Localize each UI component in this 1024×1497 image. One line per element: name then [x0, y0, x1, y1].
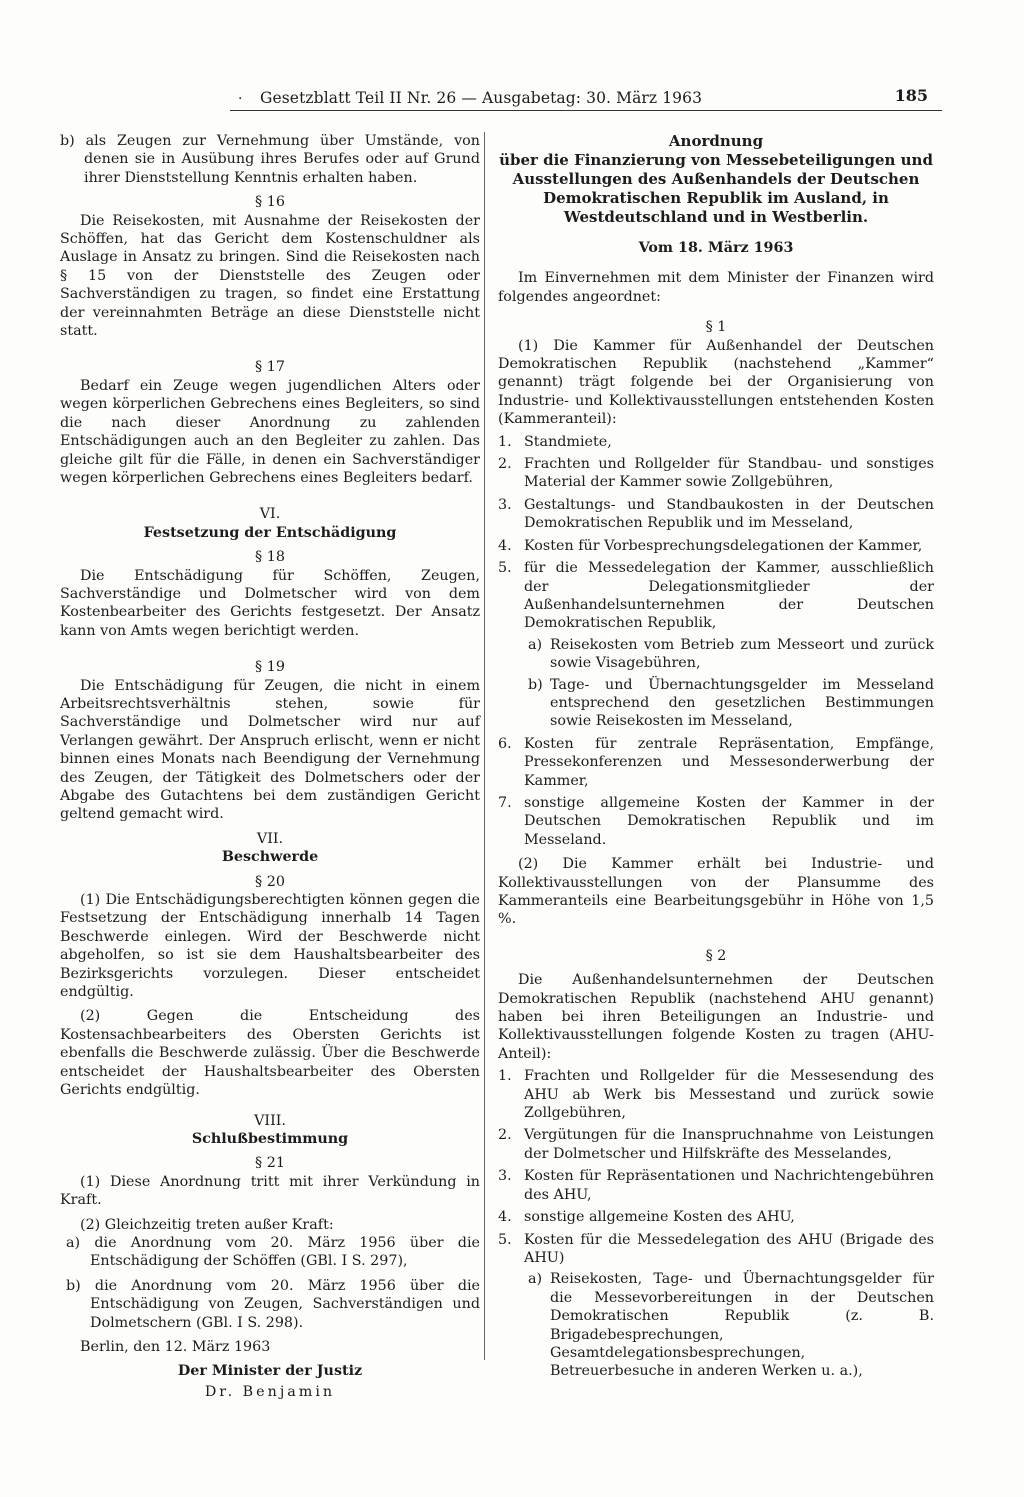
ordinance-subject: über die Finanzierung von Messebeteiligungen und Ausstellungen des Außenhandels der Deutschen Demokratischen Republik im Ausland, in Westdeutschland und in Westberlin.	[499, 151, 933, 226]
list-item-text: sonstige allgemeine Kosten der Kammer in der Deutschen Demokratischen Republik und im Messeland.	[524, 794, 934, 848]
column-divider	[484, 132, 485, 1360]
section-20-heading: § 20	[255, 873, 285, 890]
section-1-sublist	[524, 636, 934, 731]
section-2-heading: § 2	[705, 947, 727, 964]
sub-list-item-text: Reisekosten, Tage- und Übernachtungsgelder für die Messevorbereitungen in der Deutschen Demokratischen Republik (z. B. Brigadebesprechungen, Gesamtdelegationsbesprechungen, Betreuerbesuche in anderen Werken u. a.),	[550, 1271, 934, 1380]
sub-list-item-number: a)	[528, 1271, 543, 1288]
ordinance-heading: Anordnung	[668, 132, 764, 150]
header-bullet: ·	[238, 91, 243, 107]
sub-list-item-text: Tage- und Übernachtungsgelder im Messeland entsprechend den gesetzlichen Bestimmungen sowie Reisekosten im Messeland,	[550, 676, 934, 730]
list-item	[498, 1067, 934, 1122]
sub-list-item-text: Reisekosten vom Betrieb zum Messeort und zurück sowie Visagebühren,	[550, 636, 934, 672]
sub-list-item-number: a)	[528, 636, 543, 653]
list-item-text: Standmiete,	[524, 433, 612, 450]
list-item-text: für die Messedelegation der Kammer, ausschließlich der Delegationsmitglieder der Außenhandelsunternehmen der Deutschen Demokratischen Republik,	[524, 560, 934, 632]
part-viii-title: Schlußbestimmung	[191, 1130, 349, 1147]
list-item-text: sonstige allgemeine Kosten des AHU,	[524, 1209, 795, 1226]
section-17-heading: § 17	[255, 359, 285, 376]
section-2-list	[498, 1067, 934, 1267]
sub-list-item	[524, 676, 934, 731]
section-20-para-2: (2) Gegen die Entscheidung des Kostensachbearbeiters des Obersten Gerichts ist ebenfalls die Beschwerde zulässig. Über die Beschwerde entscheidet der Haushaltsbearbeiter des Obersten Gerichts endgültig.	[60, 1008, 480, 1099]
left-column	[60, 132, 480, 1401]
place-date: Berlin, den 12. März 1963	[80, 1338, 271, 1355]
section-18-text: Die Entschädigung für Schöffen, Zeugen, Sachverständige und Dolmetscher wird von dem Kostenbearbeiter des Gerichts festgesetzt. Der Ansatz kann von Amts wegen berichtigt werden.	[60, 567, 480, 639]
list-item-text: Kosten für Repräsentationen und Nachrichtengebühren des AHU,	[524, 1168, 934, 1203]
list-item-number: 6.	[498, 735, 512, 752]
section-17-text: Bedarf ein Zeuge wegen jugendlichen Alters oder wegen körperlichen Gebrechens eines Begleiters, so sind die nach dieser Anordnung zu zahlenden Entschädigungen auch an den Begleiter zu zahlen. Das gleiche gilt für die Fälle, in denen ein Sachverständiger wegen körperlichen Gebrechens eines Begleiters bedarf.	[60, 377, 480, 486]
list-item	[498, 1208, 934, 1226]
ordinance-intro: Im Einvernehmen mit dem Minister der Finanzen wird folgendes angeordnet:	[498, 270, 934, 305]
list-item	[498, 537, 934, 555]
part-vii-title: Beschwerde	[221, 849, 319, 866]
header-title: Gesetzblatt Teil II Nr. 26 — Ausgabetag: 30. März 1963	[260, 89, 703, 107]
part-vii-number: VII.	[256, 830, 284, 847]
section-21-item-b: b) die Anordnung vom 20. März 1956 über die Entschädigung von Zeugen, Sachverständigen und Dolmetschern (GBl. I S. 298).	[66, 1277, 480, 1331]
section-1-heading: § 1	[705, 319, 727, 336]
part-viii-number: VIII.	[254, 1112, 286, 1129]
list-item-number: 1.	[498, 1068, 512, 1085]
sub-list-item-number: b)	[528, 676, 543, 693]
list-item-text: Kosten für die Messedelegation des AHU (Brigade des AHU)	[524, 1231, 934, 1266]
list-item-number: 4.	[498, 1209, 512, 1226]
list-item-text: Kosten für zentrale Repräsentation, Empfänge, Pressekonferenzen und Messesonderwerbung der Kammer,	[524, 735, 934, 789]
list-item-number: 3.	[498, 496, 512, 513]
list-item-number: 4.	[498, 537, 512, 554]
sub-list-item	[524, 1270, 934, 1380]
section-1-para-2: (2) Die Kammer erhält bei Industrie- und Kollektivausstellungen von der Plansumme des Kammeranteils eine Bearbeitungsgebühr in Höhe von 1,5 %.	[498, 856, 934, 928]
page-number: 185	[894, 86, 928, 105]
list-item-text: Frachten und Rollgelder für die Messesendung des AHU ab Werk bis Messestand und zurück sowie Zollgebühren,	[524, 1068, 934, 1122]
list-item-text: Vergütungen für die Inanspruchnahme von Leistungen der Dolmetscher und Hilfskräfte des Messelandes,	[524, 1127, 934, 1162]
list-item-number: 7.	[498, 794, 512, 811]
list-item	[498, 1167, 934, 1204]
list-item-text: Kosten für Vorbesprechungsdelegationen der Kammer,	[524, 537, 923, 554]
list-item-number: 5.	[498, 1231, 512, 1248]
section-21-para-2: (2) Gleichzeitig treten außer Kraft:	[80, 1216, 334, 1233]
list-item	[498, 455, 934, 492]
item-b-witnesses: b) als Zeugen zur Vernehmung über Umstände, von denen sie in Ausübung ihres Berufes oder auf Grund ihrer Dienststellung Kenntnis erhalten haben.	[60, 133, 480, 186]
list-item-text: Gestaltungs- und Standbaukosten in der Deutschen Demokratischen Republik und im Messeland,	[524, 496, 934, 532]
section-1-list-continued	[498, 735, 934, 849]
section-21-item-a: a) die Anordnung vom 20. März 1956 über die Entschädigung der Schöffen (GBl. I S. 297),	[66, 1234, 480, 1270]
list-item	[498, 1126, 934, 1163]
list-item-number: 3.	[498, 1168, 512, 1185]
list-item-text: Frachten und Rollgelder für Standbau- und sonstiges Material der Kammer sowie Zollgebühren,	[524, 456, 934, 491]
list-item	[498, 559, 934, 633]
list-item	[498, 794, 934, 849]
list-item-number: 2.	[498, 456, 512, 473]
sub-list-item	[524, 636, 934, 673]
list-item	[498, 433, 934, 451]
section-16-heading: § 16	[255, 194, 285, 211]
section-18-heading: § 18	[255, 549, 285, 566]
list-item-number: 5.	[498, 560, 512, 577]
section-19-heading: § 19	[255, 659, 285, 676]
list-item-number: 2.	[498, 1127, 512, 1144]
list-item	[498, 735, 934, 790]
section-20-para-1: (1) Die Entschädigungsberechtigten können gegen die Festsetzung der Entschädigung innerhalb 14 Tagen Beschwerde einlegen. Wird der Beschwerde nicht abgeholfen, so ist sie dem Haushaltsbearbeiter des Bezirksgerichts vorzulegen. Dieser entscheidet endgültig.	[60, 892, 480, 1001]
signer-title: Der Minister der Justiz	[177, 1363, 363, 1380]
page-header	[230, 84, 942, 111]
section-1-list	[498, 433, 934, 633]
list-item-number: 1.	[498, 433, 512, 450]
part-vi-number: VI.	[259, 506, 281, 523]
list-item	[498, 496, 934, 533]
signer-name: Dr. Benjamin	[204, 1383, 336, 1400]
section-21-heading: § 21	[255, 1155, 285, 1172]
ordinance-date: Vom 18. März 1963	[638, 240, 794, 256]
section-2-sublist	[524, 1270, 934, 1380]
section-1-para-1: (1) Die Kammer für Außenhandel der Deutschen Demokratischen Republik (nachstehend „Kammer“ genannt) trägt folgende bei der Organisierung von Industrie- und Kollektivausstellungen entstehenden Kosten (Kammeranteil):	[498, 337, 934, 428]
section-21-para-1: (1) Diese Anordnung tritt mit ihrer Verkündung in Kraft.	[60, 1173, 480, 1209]
section-19-text: Die Entschädigung für Zeugen, die nicht in einem Arbeitsrechtsverhältnis stehen, sowie für Sachverständige und Dolmetscher wird nur auf Verlangen gewährt. Der Anspruch erlischt, wenn er nicht binnen eines Monats nach Beendigung der Vernehmung des Zeugen, der Tätigkeit des Dolmetschers oder der Abgabe des Gutachtens bei dem zuständigen Gericht geltend gemacht wird.	[60, 677, 480, 823]
section-2-intro: Die Außenhandelsunternehmen der Deutschen Demokratischen Republik (nachstehend AHU genannt) haben bei ihren Beteiligungen an Industrie- und Kollektivausstellungen folgende Kosten zu tragen (AHU-Anteil):	[498, 972, 934, 1062]
part-vi-title: Festsetzung der Entschädigung	[143, 524, 397, 541]
list-item	[498, 1231, 934, 1268]
section-16-text: Die Reisekosten, mit Ausnahme der Reisekosten der Schöffen, hat das Gericht dem Kostenschuldner als Auslage in Ansatz zu bringen. Sind die Reisekosten nach § 15 von der Dienststelle des Zeugen oder Sachverständigen zu tragen, so findet eine Erstattung der vereinnahmten Beträge an diese Dienststelle nicht statt.	[60, 212, 480, 340]
right-column	[498, 132, 934, 1381]
